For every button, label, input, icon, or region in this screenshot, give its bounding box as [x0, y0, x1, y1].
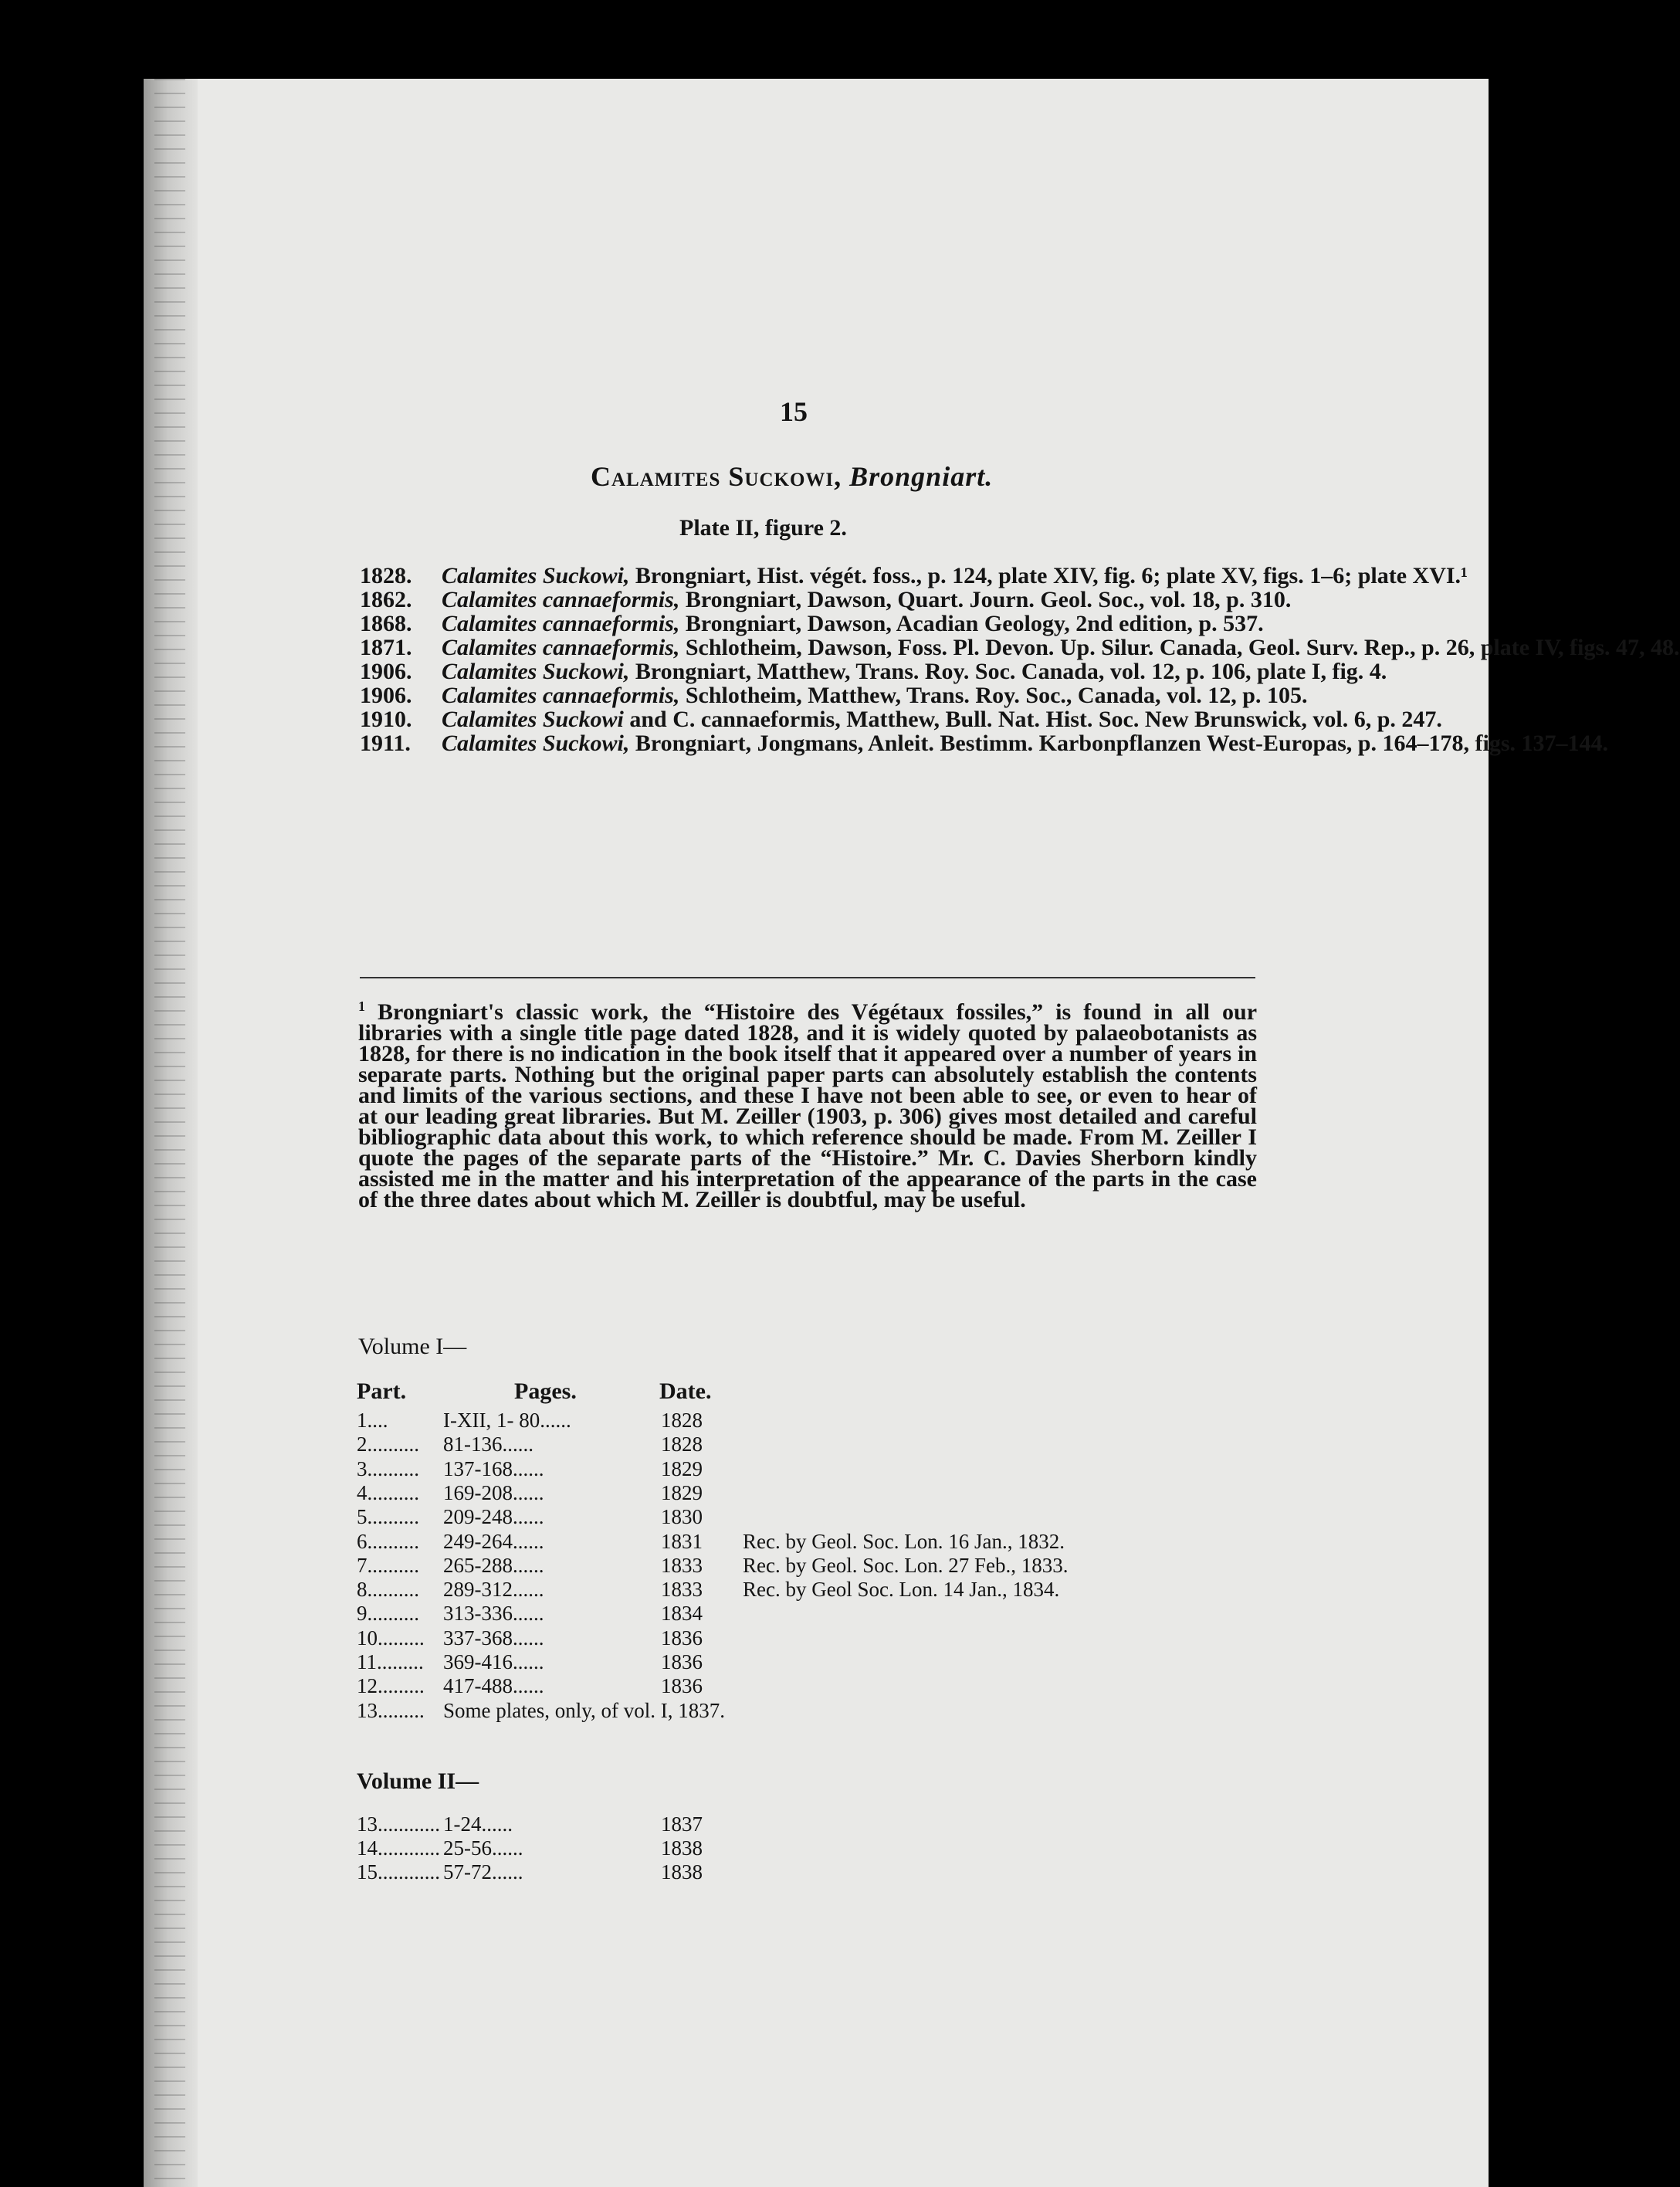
- synonymy-year: 1862.: [360, 587, 412, 612]
- synonymy-entry: [360, 635, 1680, 660]
- synonymy-name: Calamites Suckowi,: [442, 659, 630, 684]
- synonymy-name: Calamites cannaeformis,: [442, 683, 680, 708]
- footnote-marker: 1: [358, 999, 365, 1014]
- synonymy-reference: Brongniart, Hist. végét. foss., p. 124, plate XIV, fig. 6; plate XV, figs. 1–6; plate XVI.¹: [629, 563, 1468, 588]
- cell-pages: 369-416......: [443, 1650, 544, 1673]
- cell-part: 7..........: [357, 1553, 419, 1577]
- cell-note: Rec. by Geol. Soc. Lon. 16 Jan., 1832.: [743, 1529, 1065, 1553]
- synonymy-name: Calamites Suckowi,: [442, 563, 630, 588]
- binding-edge: [154, 79, 185, 2187]
- cell-part: 3..........: [357, 1456, 419, 1480]
- cell-part: 13............: [357, 1812, 440, 1836]
- cell-date: 1834: [661, 1602, 703, 1626]
- species-title: [591, 460, 993, 493]
- cell-date: 1838: [661, 1860, 703, 1884]
- cell-date: 1830: [661, 1505, 703, 1529]
- cell-pages: 417-488......: [443, 1674, 544, 1698]
- cell-note: Rec. by Geol Soc. Lon. 14 Jan., 1834.: [743, 1578, 1060, 1602]
- volume2-heading: Volume II—: [357, 1768, 479, 1794]
- synonymy-entry: [360, 611, 1264, 636]
- plate-reference: Plate II, figure 2.: [679, 515, 847, 541]
- synonymy-reference: Brongniart, Matthew, Trans. Roy. Soc. Canada, vol. 12, p. 106, plate I, fig. 4.: [629, 659, 1387, 684]
- synonymy-year: 1871.: [360, 635, 412, 660]
- title-author: Brongniart.: [849, 461, 994, 492]
- cell-pages: I-XII, 1- 80......: [443, 1409, 571, 1432]
- footnote-text: Brongniart's classic work, the “Histoire des Végétaux fossiles,” is found in all our libraries with a single title page dated 1828, and it is widely quoted by palaeobotanists as 1828, for there is no indication in the book itself that it appeared over a number of years in separate parts. Nothing but the original paper parts can absolutely establish the contents and limits of the various sections, and these I have not been able to see, or even to hear of at our leading great libraries. But M. Zeiller (1903, p. 306) gives most detailed and careful bibliographic data about this work, to which reference should be made. From M. Zeiller I quote the pages of the separate parts of the “Histoire.” Mr. C. Davies Sherborn kindly assisted me in the matter and his interpretation of the appearance of the parts in the case of the three dates about which M. Zeiller is doubtful, may be useful.: [358, 999, 1258, 1212]
- cell-pages: 57-72......: [443, 1860, 523, 1884]
- synonymy-citation: [442, 612, 1264, 636]
- cell-date: 1838: [661, 1836, 703, 1860]
- synonymy-reference: and C. cannaeformis, Matthew, Bull. Nat. Hist. Soc. New Brunswick, vol. 6, p. 247.: [623, 707, 1442, 732]
- cell-part: 4..........: [357, 1480, 419, 1504]
- volume1-heading: Volume I—: [358, 1334, 467, 1359]
- synonymy-year: 1906.: [360, 683, 412, 708]
- cell-part: 6..........: [357, 1529, 419, 1553]
- synonymy-reference: Brongniart, Jongmans, Anleit. Bestimm. Karbonpflanzen West-Europas, p. 164–178, figs. 137–144.: [629, 731, 1608, 756]
- cell-part: 14............: [357, 1836, 440, 1860]
- synonymy-citation: [442, 659, 1387, 683]
- synonymy-year: 1828.: [360, 563, 412, 588]
- synonymy-year: 1868.: [360, 611, 412, 636]
- synonymy-year: 1911.: [360, 731, 411, 756]
- footnote-rule: [360, 977, 1255, 978]
- cell-part: 10.........: [357, 1626, 425, 1650]
- synonymy-reference: Brongniart, Dawson, Quart. Journ. Geol. Soc., vol. 18, p. 310.: [679, 587, 1292, 612]
- cell-date: 1829: [661, 1456, 703, 1480]
- synonymy-citation: [442, 588, 1291, 612]
- cell-part: 13.........: [357, 1698, 425, 1722]
- synonymy-citation: [442, 636, 1680, 659]
- cell-part: 5..........: [357, 1505, 419, 1529]
- cell-part: 9..........: [357, 1602, 419, 1626]
- synonymy-entry: [360, 683, 1308, 708]
- cell-date: 1828: [661, 1433, 703, 1456]
- column-header-date: Date.: [659, 1378, 712, 1404]
- cell-pages: 1-24......: [443, 1812, 513, 1836]
- synonymy-entry: [360, 731, 1608, 756]
- cell-pages: 81-136......: [443, 1433, 533, 1456]
- cell-date: 1836: [661, 1650, 703, 1673]
- synonymy-name: Calamites Suckowi: [442, 707, 624, 732]
- synonymy-entry: [360, 707, 1442, 732]
- synonymy-name: Calamites Suckowi,: [442, 731, 630, 756]
- column-header-pages: Pages.: [514, 1378, 577, 1404]
- synonymy-name: Calamites cannaeformis,: [442, 611, 680, 636]
- synonymy-entry: [360, 587, 1292, 612]
- cell-part: 1....: [357, 1409, 388, 1432]
- synonymy-name: Calamites cannaeformis,: [442, 587, 680, 612]
- synonymy-list: [360, 563, 1680, 756]
- cell-date: 1836: [661, 1674, 703, 1698]
- synonymy-reference: Schlotheim, Dawson, Foss. Pl. Devon. Up. Silur. Canada, Geol. Surv. Rep., p. 26, plate IV, figs. 47, 48.: [679, 635, 1680, 660]
- cell-date: 1833: [661, 1578, 703, 1602]
- synonymy-citation: [442, 731, 1608, 755]
- cell-pages: Some plates, only, of vol. I, 1837.: [443, 1698, 725, 1722]
- cell-part: 12.........: [357, 1674, 425, 1698]
- cell-pages: 337-368......: [443, 1626, 544, 1650]
- cell-pages: 209-248......: [443, 1505, 544, 1529]
- synonymy-year: 1906.: [360, 659, 412, 684]
- cell-date: 1831: [661, 1529, 703, 1553]
- cell-part: 11.........: [357, 1650, 424, 1673]
- title-species: Suckowi,: [728, 461, 842, 492]
- cell-part: 2..........: [357, 1433, 419, 1456]
- synonymy-entry: [360, 659, 1387, 684]
- cell-date: 1836: [661, 1626, 703, 1650]
- title-genus: Calamites: [591, 461, 721, 492]
- cell-pages: 249-264......: [443, 1529, 544, 1553]
- cell-part: 15............: [357, 1860, 440, 1884]
- synonymy-citation: [442, 683, 1307, 707]
- cell-pages: 289-312......: [443, 1578, 544, 1602]
- synonymy-citation: [442, 564, 1468, 588]
- synonymy-entry: [360, 563, 1468, 588]
- column-header-part: Part.: [357, 1378, 407, 1404]
- synonymy-reference: Brongniart, Dawson, Acadian Geology, 2nd edition, p. 537.: [679, 611, 1264, 636]
- cell-date: 1837: [661, 1812, 703, 1836]
- cell-date: 1829: [661, 1480, 703, 1504]
- cell-note: Rec. by Geol. Soc. Lon. 27 Feb., 1833.: [743, 1553, 1069, 1577]
- cell-date: 1833: [661, 1553, 703, 1577]
- footnote: [358, 996, 1257, 1210]
- cell-pages: 137-168......: [443, 1456, 544, 1480]
- synonymy-citation: [442, 707, 1442, 731]
- cell-pages: 25-56......: [443, 1836, 523, 1860]
- page-number: 15: [780, 396, 808, 427]
- cell-date: 1828: [661, 1409, 703, 1432]
- cell-part: 8..........: [357, 1578, 419, 1602]
- synonymy-year: 1910.: [360, 707, 412, 732]
- synonymy-reference: Schlotheim, Matthew, Trans. Roy. Soc., Canada, vol. 12, p. 105.: [679, 683, 1308, 708]
- cell-pages: 313-336......: [443, 1602, 544, 1626]
- cell-pages: 169-208......: [443, 1480, 544, 1504]
- synonymy-name: Calamites cannaeformis,: [442, 635, 680, 660]
- cell-pages: 265-288......: [443, 1553, 544, 1577]
